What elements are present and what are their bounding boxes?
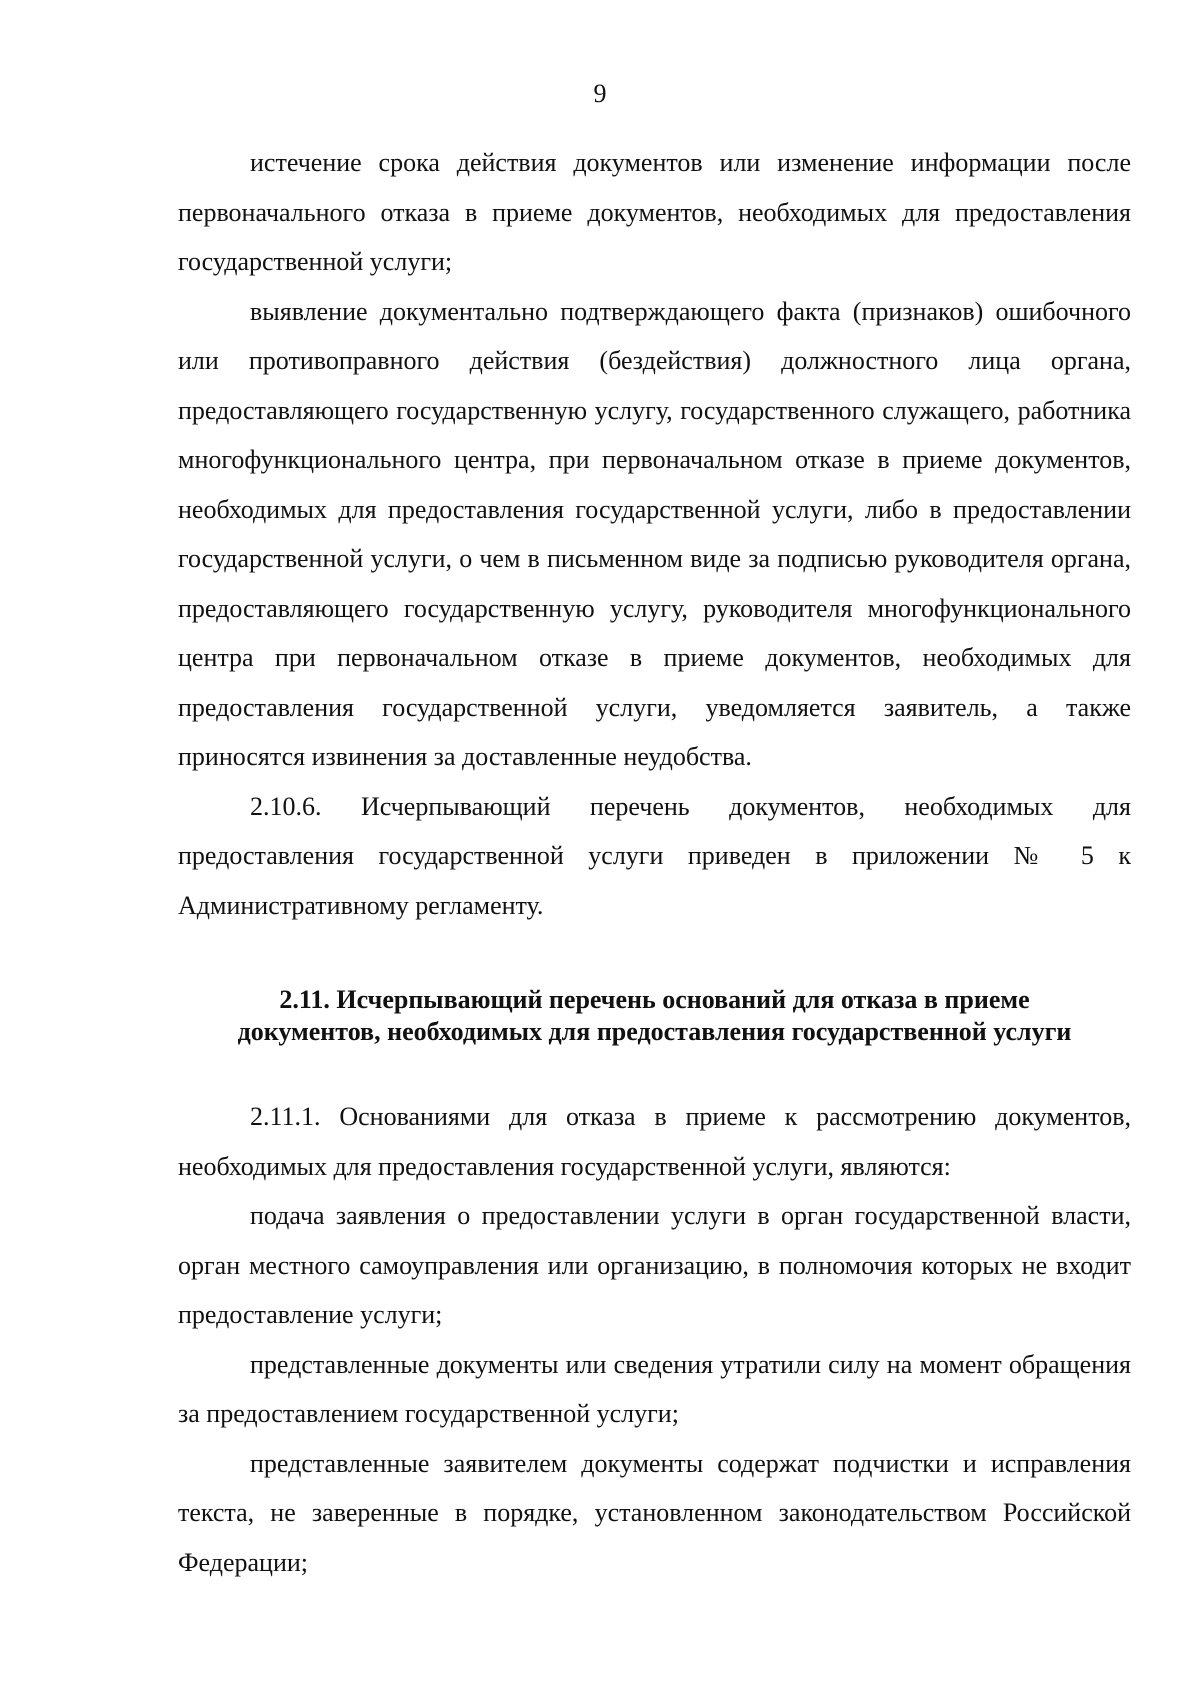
document-body [178,138,1131,1587]
paragraph-corrections: представленные заявителем документы содержат подчистки и исправления текста, не заверенные в порядке, установленном законодательством Российской Федерации; [178,1448,1131,1577]
paragraph-erroneous-action: выявление документально подтверждающего факта (признаков) ошибочного или противоправного действия (бездействия) должностного лица органа, предоставляющего государственную услугу, государственного служащего, работника многофункционального центра, при первоначальном отказе в приеме документов, необходимых для предоставления государственной услуги, либо в предоставлении государственной услуги, о чем в письменном виде за подписью руководителя органа, предоставляющего государственную услугу, руководителя многофункционального центра при первоначальном отказе в приеме документов, необходимых для предоставления государственной услуги, уведомляется заявитель, а также приносятся извинения за доставленные неудобства. [178,296,1131,771]
page-number: 9 [593,79,607,108]
paragraph-wrong-authority: подача заявления о предоставлении услуги в орган государственной власти, орган местного самоуправления или организацию, в полномочия которых не входит предоставление услуги; [178,1201,1131,1329]
section-heading-line-2: документов, необходимых для предоставления государственной услуги [237,1017,1072,1046]
section-heading-2-11 [178,984,1131,1048]
paragraph-2-10-6: 2.10.6. Исчерпывающий перечень документов, необходимых для предоставления государственной услуги приведен в приложении № 5 к Административному регламенту. [178,791,1131,920]
section-heading-line-1: 2.11. Исчерпывающий перечень оснований для отказа в приеме [279,985,1030,1014]
paragraph-document-expiry: истечение срока действия документов или изменение информации после первоначального отказа в приеме документов, необходимых для предоставления государственной услуги; [178,148,1131,276]
paragraph-2-11-1: 2.11.1. Основаниями для отказа в приеме к рассмотрению документов, необходимых для предоставления государственной услуги, являются: [178,1102,1131,1181]
paragraph-expired-documents: представленные документы или сведения утратили силу на момент обращения за предоставлением государственной услуги; [178,1349,1131,1428]
